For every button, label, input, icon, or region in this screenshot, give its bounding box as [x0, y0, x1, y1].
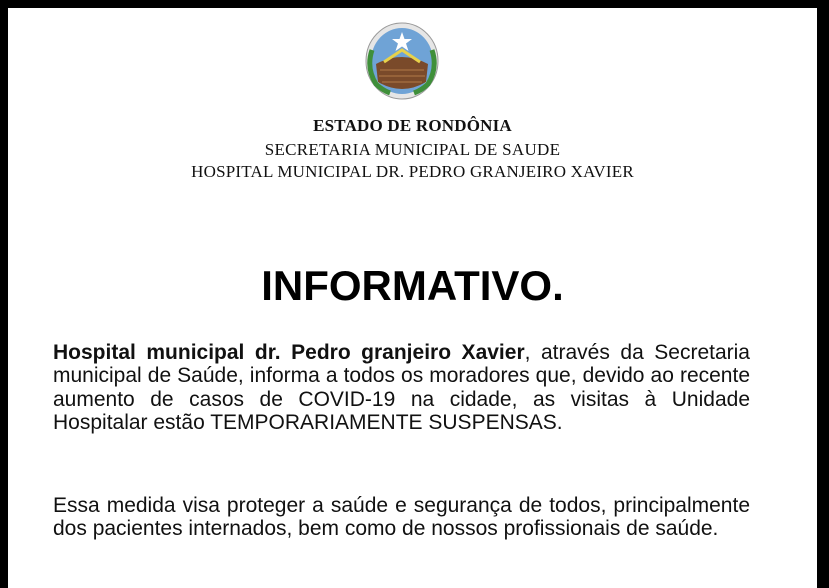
header-secretaria: SECRETARIA MUNICIPAL DE SAUDE [264, 140, 561, 159]
document-page [8, 8, 817, 588]
page-title: INFORMATIVO. [261, 262, 564, 309]
announcement-text: , através da Secretaria municipal de Saúde, informa a todos os moradores que, devido ao recente aumento de casos de COVID-19 na cidade, as visitas à Unidade Hospitalar estão TEMPORARIAMENTE SUSPENSAS. [53, 341, 750, 435]
header-hospital: HOSPITAL MUNICIPAL DR. PEDRO GRANJEIRO XAVIER [191, 162, 634, 181]
municipal-seal-icon [364, 20, 440, 100]
announcement-paragraph [53, 341, 750, 435]
hospital-name: Hospital municipal dr. Pedro granjeiro Xavier [53, 341, 525, 364]
measure-paragraph: Essa medida visa proteger a saúde e segurança de todos, principalmente dos pacientes internados, bem como de nossos profissionais de saúde. [53, 494, 750, 541]
header-state: ESTADO DE RONDÔNIA [313, 116, 512, 135]
